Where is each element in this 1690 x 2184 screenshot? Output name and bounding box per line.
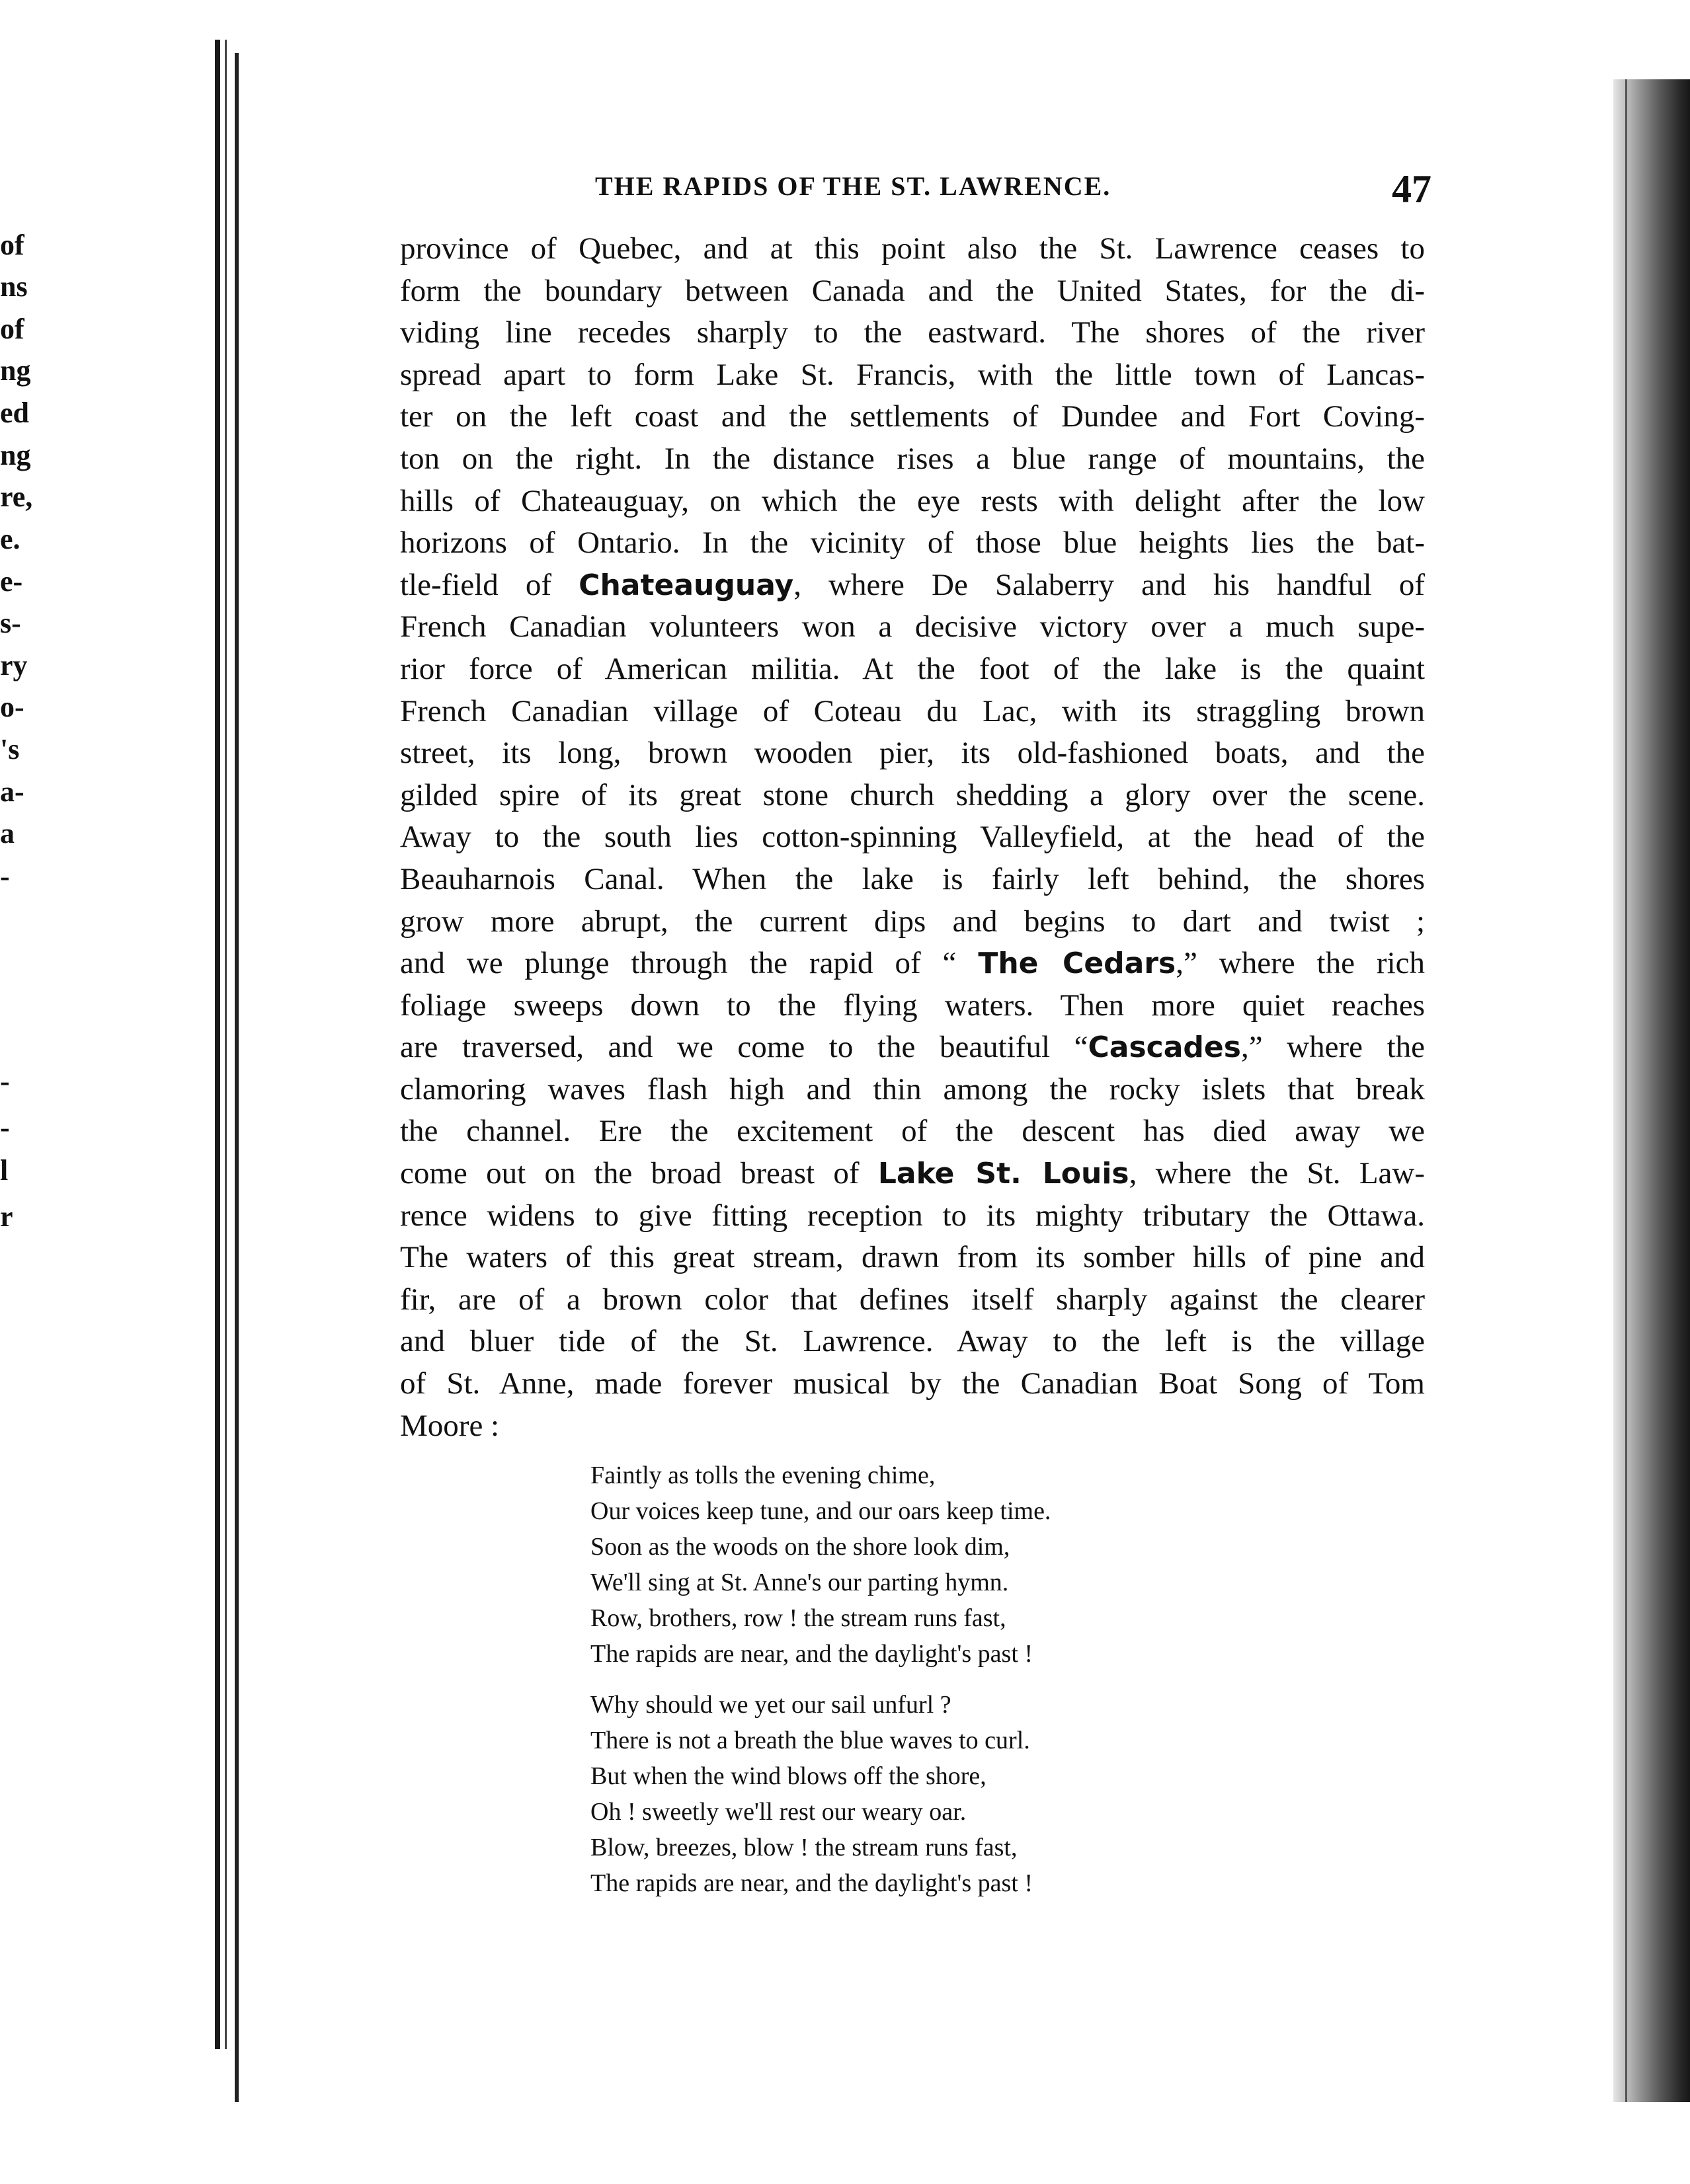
body-text-segment: are traversed, and we come to the beautiful “ — [400, 1030, 1088, 1065]
body-line — [400, 438, 1425, 481]
facing-page-fragment: ed — [0, 397, 29, 429]
body-text-segment: ter on the left coast and the settlements of Dundee and Fort Coving- — [400, 399, 1425, 434]
body-text-segment: form the boundary between Canada and the United States, for the di- — [400, 273, 1425, 308]
body-line — [400, 481, 1425, 523]
facing-page-fragment: 's — [0, 733, 20, 765]
body-line — [400, 1111, 1425, 1153]
facing-page-fragment: s- — [0, 607, 21, 639]
body-text-segment: Away to the south lies cotton-spinning Valleyfield, at the head of the — [400, 820, 1425, 855]
body-text-segment: French Canadian village of Coteau du Lac, with its straggling brown — [400, 693, 1425, 728]
body-line — [400, 1195, 1425, 1237]
body-line — [400, 943, 1425, 985]
bold-place-name: Cascades — [1088, 1031, 1241, 1065]
body-text-segment: ton on the right. In the distance rises a blue range of mountains, the — [400, 441, 1425, 476]
body-line — [400, 312, 1425, 354]
body-line — [400, 522, 1425, 565]
body-text-segment: fir, are of a brown color that defines itself sharply against the clearer — [400, 1282, 1425, 1317]
body-line — [400, 565, 1425, 607]
poem-line: Row, brothers, row ! the stream runs fast, — [590, 1604, 1006, 1632]
body-text-segment: of St. Anne, made forever musical by the Canadian Boat Song of Tom — [400, 1366, 1425, 1401]
bold-place-name: Chateauguay — [579, 568, 794, 602]
facing-page-fragment: of — [0, 229, 24, 261]
facing-page-fragment: ry — [0, 649, 28, 682]
poem-line: Faintly as tolls the evening chime, — [590, 1462, 936, 1489]
facing-page-fragment: ns — [0, 270, 28, 303]
body-text-segment: come out on the broad breast of — [400, 1156, 878, 1191]
page-number: 47 — [1392, 167, 1431, 211]
bold-place-name: Lake St. Louis — [877, 1157, 1129, 1191]
body-text-segment: , where the St. Law- — [1129, 1156, 1425, 1191]
body-text-segment: tle-field of — [400, 567, 579, 602]
facing-page-fragment: e. — [0, 523, 20, 555]
facing-page-fragment: of — [0, 313, 24, 345]
body-text-segment: ,” where the rich — [1176, 946, 1425, 981]
body-line — [400, 1027, 1425, 1069]
body-text-segment: horizons of Ontario. In the vicinity of those blue heights lies the bat- — [400, 526, 1425, 561]
body-line — [400, 816, 1425, 859]
facing-page-edge — [215, 40, 220, 2049]
facing-page-fragment: l — [0, 1154, 9, 1187]
poem-stanza-2 — [590, 1687, 1186, 1901]
body-line — [400, 732, 1425, 775]
poem-line: Soon as the woods on the shore look dim, — [590, 1533, 1010, 1561]
facing-page-fragment: - — [0, 1111, 10, 1144]
body-text-segment: the channel. Ere the excitement of the descent has died away we — [400, 1114, 1425, 1149]
facing-page-fragment: ng — [0, 354, 31, 387]
facing-page-fragment: e- — [0, 565, 23, 598]
body-text-segment: gilded spire of its great stone church shedding a glory over the scene. — [400, 777, 1425, 812]
poem-line: Why should we yet our sail unfurl ? — [590, 1691, 951, 1719]
poem-line: We'll sing at St. Anne's our parting hymn. — [590, 1569, 1009, 1596]
body-text-segment: viding line recedes sharply to the eastward. The shores of the river — [400, 315, 1425, 350]
body-line — [400, 775, 1425, 817]
body-line — [400, 985, 1425, 1027]
body-text-segment: , where De Salaberry and his handful of — [793, 567, 1425, 602]
poem-line: But when the wind blows off the shore, — [590, 1762, 986, 1790]
facing-page-fragment: o- — [0, 691, 24, 723]
body-line — [400, 270, 1425, 313]
poem-line: Our voices keep tune, and our oars keep time. — [590, 1497, 1051, 1525]
facing-page-fragment: re, — [0, 481, 33, 513]
body-line — [400, 901, 1425, 943]
running-header: THE RAPIDS OF THE ST. LAWRENCE. — [595, 171, 1111, 201]
poem-line: The rapids are near, and the daylight's past ! — [590, 1869, 1033, 1897]
body-text-segment: street, its long, brown wooden pier, its old-fashioned boats, and the — [400, 736, 1425, 771]
poem-line: There is not a breath the blue waves to curl. — [590, 1727, 1030, 1754]
body-text-segment: and we plunge through the rapid of “ — [400, 946, 979, 981]
page-stack-line — [1625, 79, 1627, 2102]
body-text-segment: clamoring waves flash high and thin among the rocky islets that break — [400, 1072, 1425, 1107]
facing-page-fragment: a- — [0, 775, 24, 808]
facing-page-edge-line — [225, 40, 227, 2049]
body-text-segment: and bluer tide of the St. Lawrence. Away to the left is the village — [400, 1324, 1425, 1359]
poem-stanza-1 — [590, 1458, 1186, 1672]
body-text-segment: rior force of American militia. At the foot of the lake is the quaint — [400, 651, 1425, 686]
book-spine — [235, 53, 239, 2102]
body-line — [400, 859, 1425, 901]
body-line — [400, 354, 1425, 397]
body-text-segment: grow more abrupt, the current dips and begins to dart and twist ; — [400, 904, 1425, 939]
body-line — [400, 1237, 1425, 1279]
facing-page-fragment: - — [0, 1065, 10, 1097]
bold-place-name: The Cedars — [978, 947, 1176, 981]
facing-page-fragment: r — [0, 1200, 13, 1233]
body-line — [400, 1405, 1425, 1448]
body-text-segment: hills of Chateauguay, on which the eye rests with delight after the low — [400, 483, 1425, 518]
body-line — [400, 228, 1425, 270]
body-text-segment: spread apart to form Lake St. Francis, with the little town of Lancas- — [400, 357, 1425, 392]
body-line — [400, 691, 1425, 733]
body-line — [400, 1279, 1425, 1321]
body-line — [400, 606, 1425, 648]
body-line — [400, 396, 1425, 438]
poem-line: Blow, breezes, blow ! the stream runs fast, — [590, 1834, 1018, 1861]
body-text-segment: Moore : — [400, 1408, 500, 1443]
body-text-segment: foliage sweeps down to the flying waters. Then more quiet reaches — [400, 988, 1425, 1023]
body-text-segment: French Canadian volunteers won a decisive victory over a much supe- — [400, 609, 1425, 644]
body-line — [400, 1069, 1425, 1111]
body-text-segment: province of Quebec, and at this point also the St. Lawrence ceases to — [400, 231, 1425, 266]
body-line — [400, 1153, 1425, 1195]
body-line — [400, 1321, 1425, 1363]
body-text-segment: rence widens to give fitting reception to its mighty tributary the Ottawa. — [400, 1198, 1425, 1233]
body-text — [400, 228, 1425, 1447]
body-line — [400, 1363, 1425, 1405]
body-text-segment: Beauharnois Canal. When the lake is fairly left behind, the shores — [400, 861, 1425, 896]
body-text-segment: ,” where the — [1240, 1030, 1425, 1065]
body-line — [400, 648, 1425, 691]
facing-page-fragment: - — [0, 860, 10, 892]
facing-page-fragment: ng — [0, 439, 31, 471]
poem-line: The rapids are near, and the daylight's past ! — [590, 1640, 1033, 1668]
poem-line: Oh ! sweetly we'll rest our weary oar. — [590, 1798, 967, 1826]
facing-page-fragment: a — [0, 817, 15, 849]
body-text-segment: The waters of this great stream, drawn from its somber hills of pine and — [400, 1240, 1425, 1275]
